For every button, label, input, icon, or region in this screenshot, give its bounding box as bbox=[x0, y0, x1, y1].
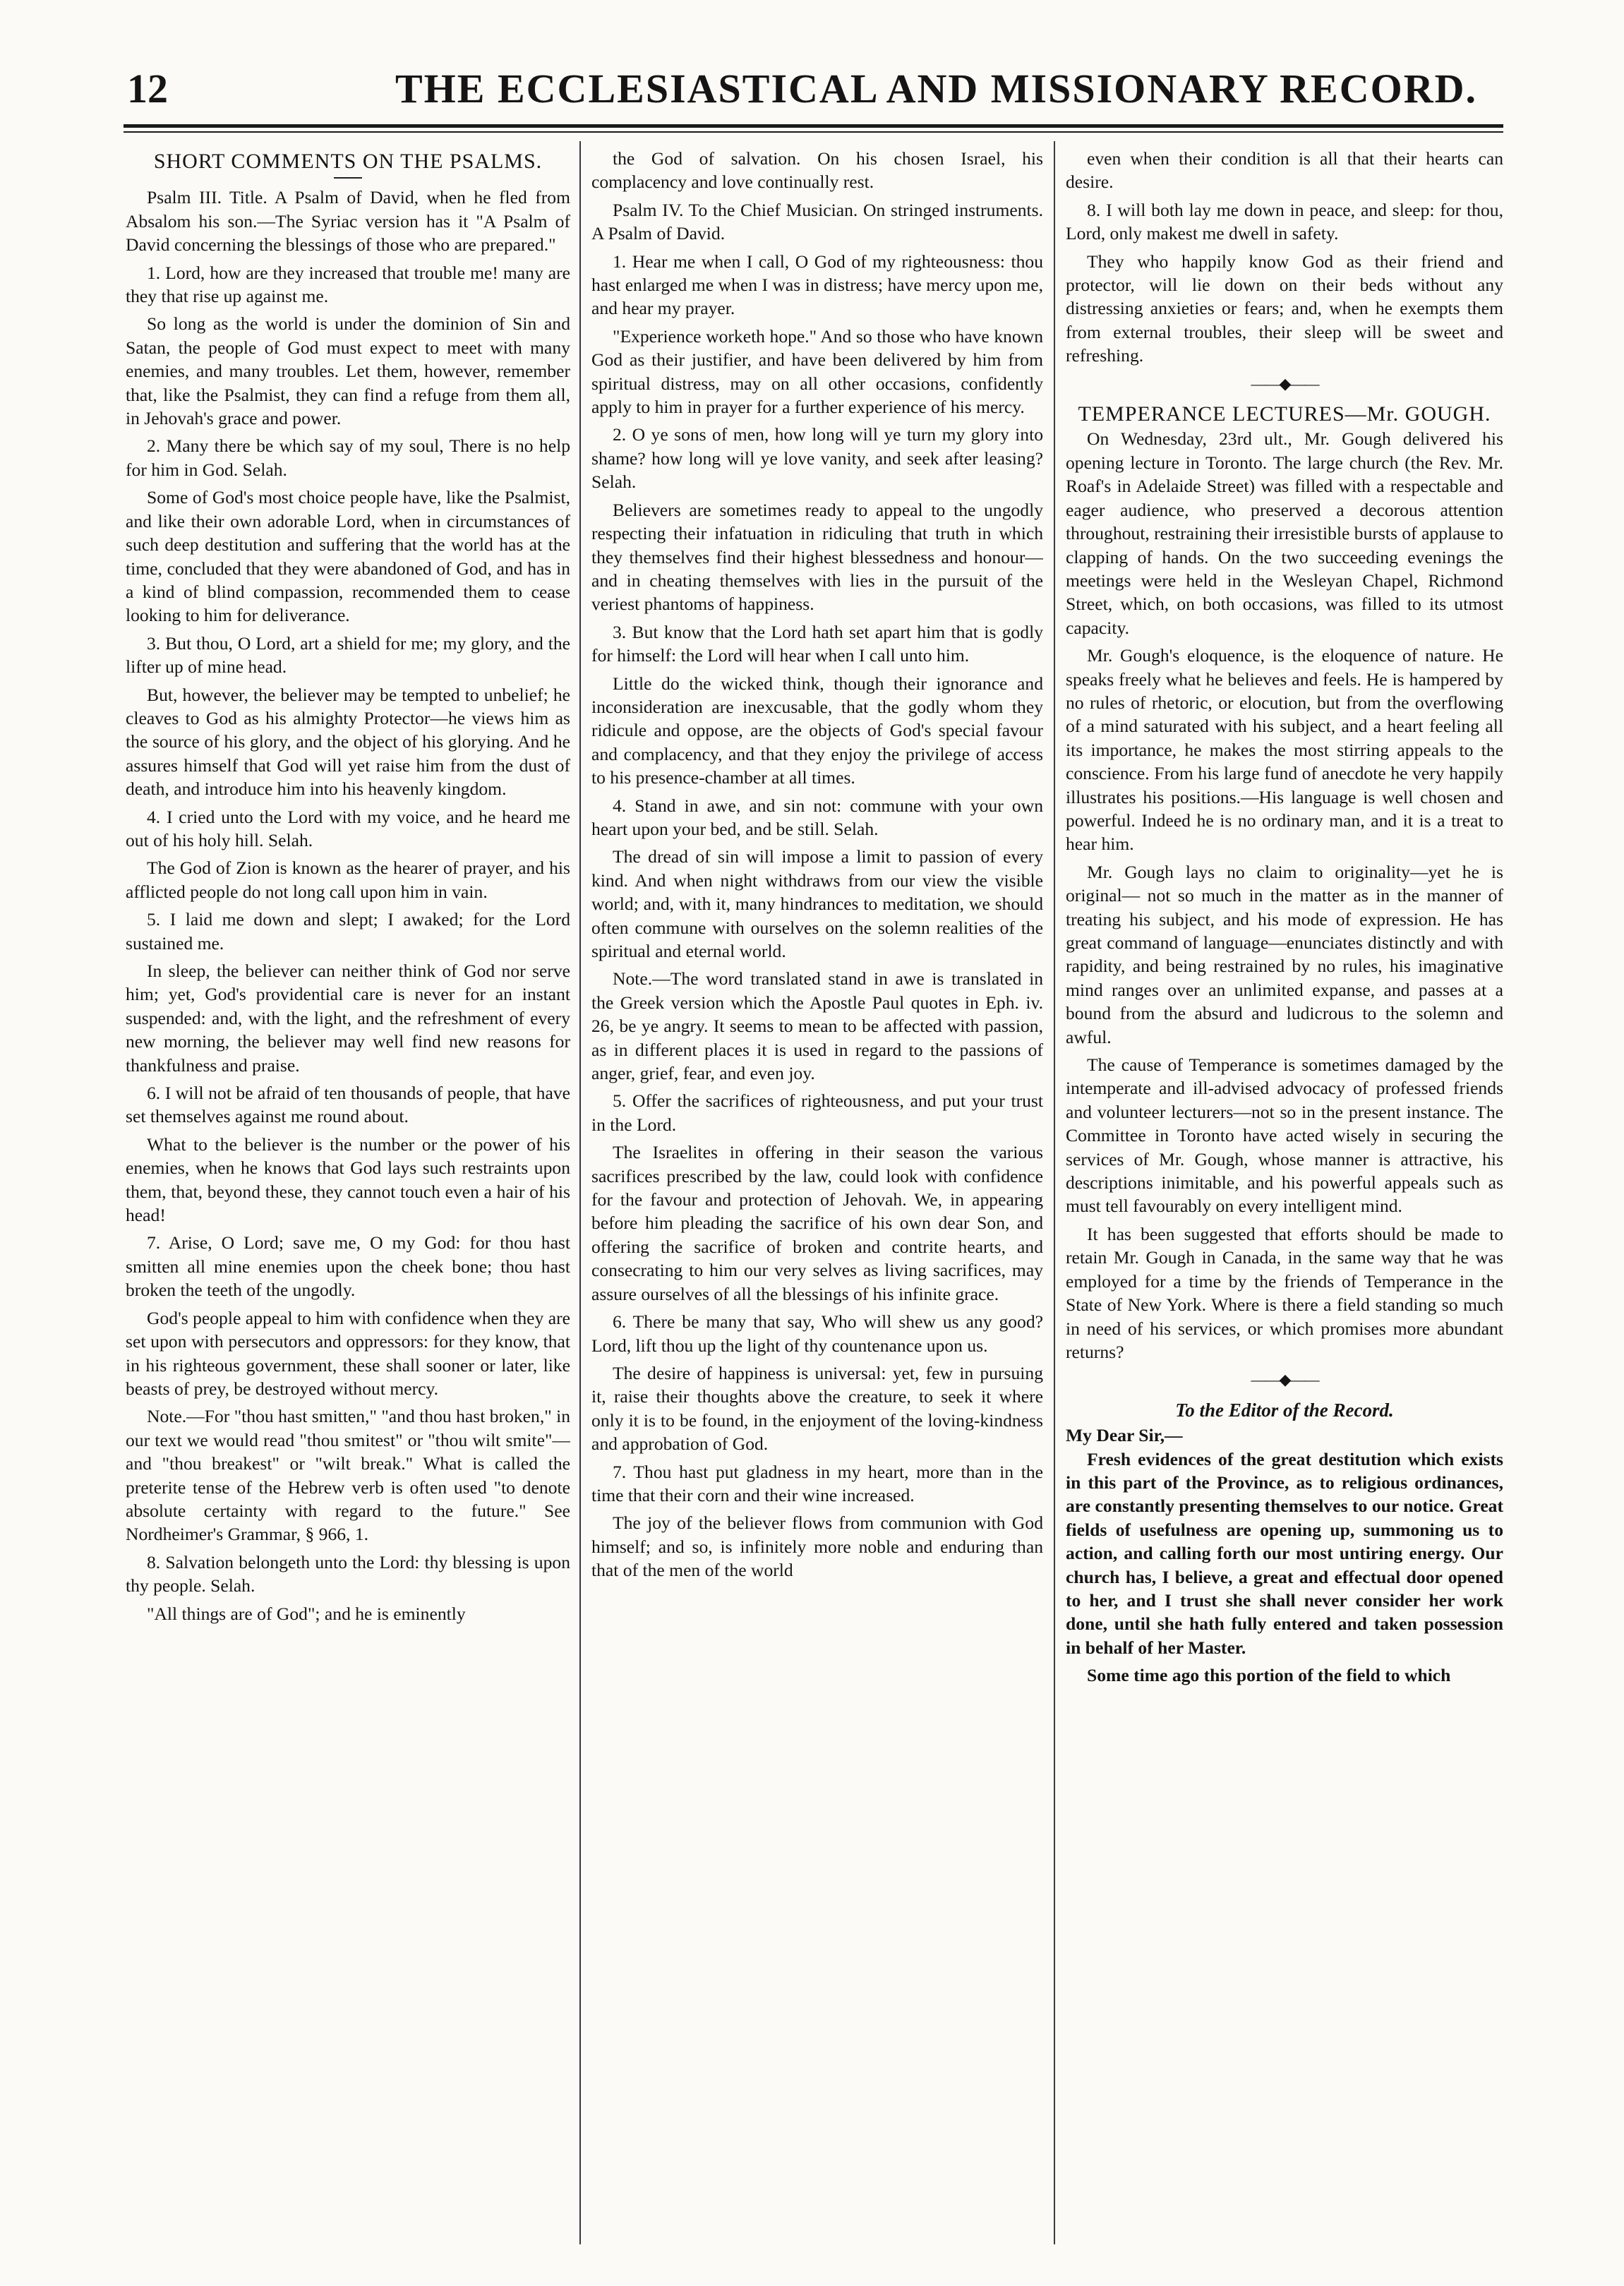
paragraph: Believers are sometimes ready to appeal to the ungodly respecting their infatuation in ridiculing that truth in which they themselves find their highest blessedness and honour—and in cheating themselves with lies in the pursuit of the veriest phantoms of happiness. bbox=[591, 499, 1043, 615]
paragraph: Mr. Gough lays no claim to originality—yet he is original— not so much in the matter as in the manner of treating his subject, and his mode of expression. He has great command of language—enunciates distinctly and with rapidity, and being restrained by no rules, his imaginative mind ranges over an unlimited expanse, and passes at a bound from the absurd and ludicrous to the solemn and awful. bbox=[1066, 861, 1503, 1047]
paragraph: Psalm IV. To the Chief Musician. On stringed instruments. A Psalm of David. bbox=[591, 199, 1043, 244]
paragraph: 5. Offer the sacrifices of righteousness, and put your trust in the Lord. bbox=[591, 1090, 1043, 1135]
paragraph: The God of Zion is known as the hearer of prayer, and his afflicted people do not long call upon him in vain. bbox=[126, 858, 570, 902]
article-heading-temperance: TEMPERANCE LECTURES—Mr. GOUGH. bbox=[1078, 402, 1491, 426]
paragraph: 7. Thou hast put gladness in my heart, more than in the time that their corn and their wine increased. bbox=[591, 1461, 1043, 1505]
paragraph: 2. Many there be which say of my soul, There is no help for him in God. Selah. bbox=[126, 435, 570, 480]
section-ornament: ——◆—— bbox=[1251, 1371, 1318, 1389]
paragraph: So long as the world is under the dominion of Sin and Satan, the people of God must expect to meet with many enemies, and many troubles. Let them, however, remember that, like the Psalmist, they can find a refuge from them all, in Jehovah's grace and power. bbox=[126, 313, 570, 429]
paragraph: 2. O ye sons of men, how long will ye turn my glory into shame? how long will ye love vanity, and seek after leasing? Selah. bbox=[591, 424, 1043, 493]
column-psalms bbox=[126, 147, 570, 2250]
paragraph: even when their condition is all that their hearts can desire. bbox=[1066, 148, 1503, 193]
letter-body bbox=[1066, 1448, 1503, 1688]
letter bbox=[1066, 1424, 1503, 1687]
article-heading-psalms: SHORT COMMENTS ON THE PSALMS. bbox=[153, 150, 543, 173]
paragraph: 1. Lord, how are they increased that trouble me! many are they that rise up against me. bbox=[126, 262, 570, 307]
temperance-body bbox=[1066, 427, 1503, 1364]
paragraph: In sleep, the believer can neither think of God nor serve him; yet, God's providential care is never for an instant suspended: and, with the light, and the refreshment of every new morning, the believer may well find new reasons for thankfulness and praise. bbox=[126, 961, 570, 1076]
paragraph: Fresh evidences of the great destitution which exists in this part of the Province, as to religious ordinances, are constantly presenting themselves to our notice. Great fields of usefulness are opening up, summoning us to action, and calling forth our most untiring energy. Our church has, I believe, a great and effectual door opened to her, and I trust she shall never consider her work done, until she hath fully entered and taken possession in behalf of her Master. bbox=[1066, 1448, 1503, 1658]
section-ornament: ——◆—— bbox=[1251, 374, 1318, 392]
psalms-continued-body bbox=[591, 147, 1043, 1582]
letter-heading: To the Editor of the Record. bbox=[1175, 1399, 1394, 1421]
paragraph: Note.—For "thou hast smitten," "and thou hast broken," in our text we would read "thou smitest" or "thou wilt smite"—and "thou breakest" or "wilt break." What is called the preterite tense of the Hebrew verb is often used "to denote absolute certainty with regard to the future." See Nordheimer's Grammar, § 966, 1. bbox=[126, 1406, 570, 1545]
page-header bbox=[127, 65, 1496, 121]
psalms-conclusion bbox=[1066, 147, 1503, 368]
paragraph: 6. There be many that say, Who will shew us any good? Lord, lift thou up the light of thy countenance upon us. bbox=[591, 1311, 1043, 1356]
paragraph: 8. I will both lay me down in peace, and sleep: for thou, Lord, only makest me dwell in safety. bbox=[1066, 199, 1503, 244]
paragraph: Psalm III. Title. A Psalm of David, when he fled from Absalom his son.—The Syriac version has it "A Psalm of David concerning the blessings of those who are prepared." bbox=[126, 187, 570, 255]
paragraph: The Israelites in offering in their season the various sacrifices prescribed by the law, could look with confidence for the favour and protection of Jehovah. We, in appearing before him pleading the sacrifice of his own dear Son, and offering the sacrifice of broken and contrite hearts, and consecrating to him our very selves as living sacrifices, may assure ourselves of all the blessings of his infinite grace. bbox=[591, 1142, 1043, 1304]
paragraph: 4. Stand in awe, and sin not: commune with your own heart upon your bed, and be still. Selah. bbox=[591, 795, 1043, 839]
letter-salutation: My Dear Sir,— bbox=[1066, 1425, 1183, 1446]
paragraph: 1. Hear me when I call, O God of my righteousness: thou hast enlarged me when I was in distress; have mercy upon me, and hear my prayer. bbox=[591, 251, 1043, 319]
column-divider bbox=[1054, 141, 1055, 2244]
paragraph: 4. I cried unto the Lord with my voice, and he heard me out of his holy hill. Selah. bbox=[126, 806, 570, 850]
paragraph: 8. Salvation belongeth unto the Lord: thy blessing is upon thy people. Selah. bbox=[126, 1551, 570, 1596]
paragraph: 3. But know that the Lord hath set apart him that is godly for himself: the Lord will hear when I call unto him. bbox=[591, 621, 1043, 666]
paragraph: "Experience worketh hope." And so those who have known God as their justifier, and have been delivered by him from spiritual distress, may on all other occasions, confidently apply to him in prayer for a further experience of his mercy. bbox=[591, 325, 1043, 418]
psalms-body bbox=[126, 186, 570, 1625]
paragraph: the God of salvation. On his chosen Israel, his complacency and love continually rest. bbox=[591, 148, 1043, 193]
paragraph: 7. Arise, O Lord; save me, O my God: for thou hast smitten all mine enemies upon the cheek bone; thou hast broken the teeth of the ungodly. bbox=[126, 1232, 570, 1301]
paragraph: 6. I will not be afraid of ten thousands of people, that have set themselves against me round about. bbox=[126, 1083, 570, 1127]
column-divider bbox=[579, 141, 581, 2244]
paragraph: Mr. Gough's eloquence, is the eloquence of nature. He speaks freely what he believes and feels. He is hampered by no rules of rhetoric, or elocution, but from the overflowing of a mind saturated with his subject, and a heart feeling all its importance, he makes the most stirring appeals to the conscience. From his large fund of anecdote he very happily illustrates his positions.—His language is well chosen and powerful. Indeed he is no ordinary man, and it is a treat to hear him. bbox=[1066, 645, 1503, 855]
paragraph: 5. I laid me down and slept; I awaked; for the Lord sustained me. bbox=[126, 909, 570, 953]
paragraph: But, however, the believer may be tempted to unbelief; he cleaves to God as his almighty Protector—he views him as the source of his glory, and the object of his glorying. And he assures himself that God will yet raise him from the dust of death, and introduce him into his heavenly kingdom. bbox=[126, 684, 570, 800]
header-rule bbox=[124, 124, 1503, 128]
paragraph: The joy of the believer flows from communion with God himself; and so, is infinitely more noble and enduring than that of the men of the world bbox=[591, 1512, 1043, 1581]
masthead-title: THE ECCLESIASTICAL AND MISSIONARY RECORD. bbox=[395, 66, 1477, 112]
paragraph: Note.—The word translated stand in awe is translated in the Greek version which the Apostle Paul quotes in Eph. iv. 26, be ye angry. It seems to mean to be affected with passion, as in different places it is used in regard to the passions of anger, grief, fear, and even joy. bbox=[591, 968, 1043, 1084]
paragraph: What to the believer is the number or the power of his enemies, when he knows that God lays such restraints upon them, that, beyond these, they cannot touch even a hair of his head! bbox=[126, 1133, 570, 1226]
paragraph: 3. But thou, O Lord, art a shield for me; my glory, and the lifter up of mine head. bbox=[126, 632, 570, 678]
paragraph: It has been suggested that efforts should be made to retain Mr. Gough in Canada, in the same way that he was employed for a time by the friends of Temperance in the State of New York. Where is there a field standing so much in need of his services, or which promises more abundant returns? bbox=[1066, 1223, 1503, 1362]
paragraph: God's people appeal to him with confidence when they are set upon with persecutors and oppressors: for they know, that in his righteous government, these shall sooner or later, like beasts of prey, be destroyed without mercy. bbox=[126, 1307, 570, 1399]
paragraph: On Wednesday, 23rd ult., Mr. Gough delivered his opening lecture in Toronto. The large church (the Rev. Mr. Roaf's in Adelaide Street) was filled with a respectable and eager audience, who preserved a decorous attention throughout, restraining their irresistible bursts of applause to clapping of hands. On the two succeeding evenings the meetings were held in the Wesleyan Chapel, Richmond Street, which, on both occasions, was filled to its utmost capacity. bbox=[1066, 428, 1503, 638]
page-number: 12 bbox=[127, 66, 168, 112]
paragraph: "All things are of God"; and he is eminently bbox=[147, 1603, 466, 1624]
paragraph: Some time ago this portion of the field to which bbox=[1087, 1665, 1451, 1686]
paragraph: Some of God's most choice people have, like the Psalmist, and like their own adorable Lord, when in circumstances of such deep destitution and suffering that the world has at the time, concluded that they were abandoned of God, and has in a kind of blind compassion, recommended them to cease looking to him for deliverance. bbox=[126, 487, 570, 626]
paragraph: The desire of happiness is universal: yet, few in pursuing it, raise their thoughts above the creature, to seek it where only it is to be found, in the enjoyment of the loving-kindness and approbation of God. bbox=[591, 1362, 1043, 1455]
column-psalms-continued bbox=[591, 147, 1043, 2250]
paragraph: Little do the wicked think, though their ignorance and inconsideration are inexcusable, that the godly whom they ridicule and oppose, are the objects of God's special favour and complacency, and that they enjoy the privilege of access to his presence-chamber at all times. bbox=[591, 673, 1043, 788]
paragraph: They who happily know God as their friend and protector, will lie down on their beds without any distressing anxieties or fears; and, when he exempts them from external troubles, their sleep will be sweet and refreshing. bbox=[1066, 251, 1503, 366]
paragraph: The cause of Temperance is sometimes damaged by the intemperate and ill-advised advocacy of professed friends and volunteer lecturers—not so in the present instance. The Committee in Toronto have acted wisely in securing the services of Mr. Gough, whose manner is attractive, his descriptions inimitable, and his powerful appeals such as must tell favourably on every intelligent mind. bbox=[1066, 1054, 1503, 1217]
header-rule-thin bbox=[124, 131, 1503, 133]
column-temperance bbox=[1066, 147, 1503, 2250]
heading-dash bbox=[334, 177, 362, 179]
paragraph: The dread of sin will impose a limit to passion of every kind. And when night withdraws from our view the visible world; and, with it, many hindrances to meditation, we should often commune with ourselves on the solemn realities of the spiritual and eternal world. bbox=[591, 846, 1043, 961]
